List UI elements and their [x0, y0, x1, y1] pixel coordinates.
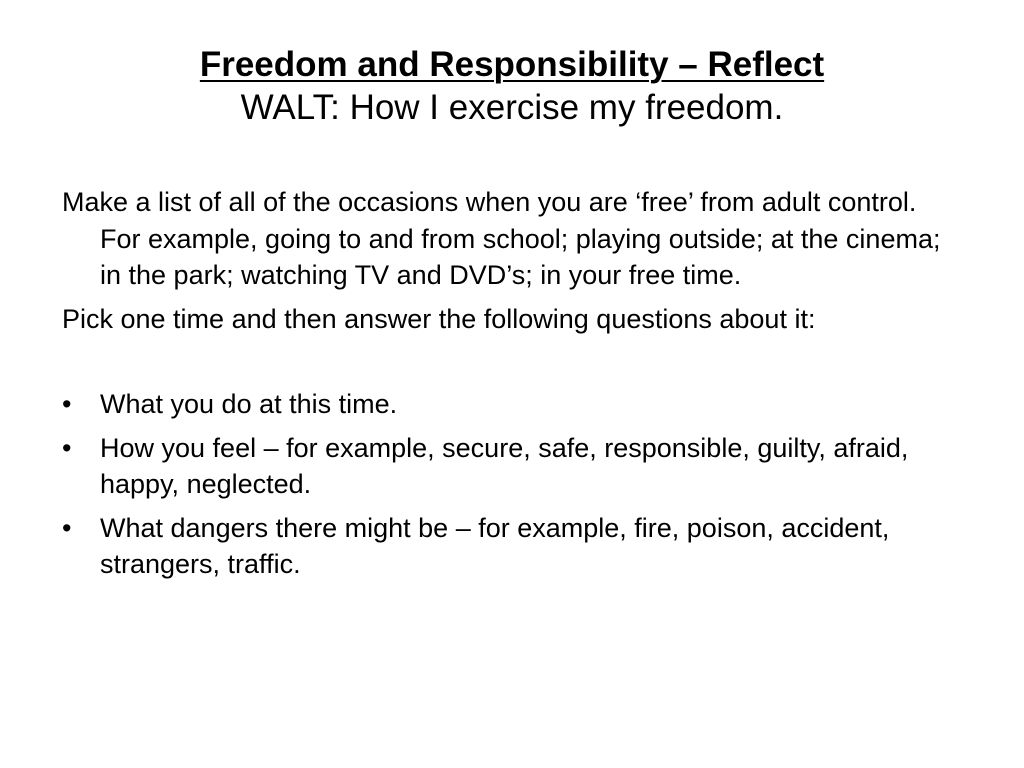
bullet-text: How you feel – for example, secure, safe, responsible, guilty, afraid, happy, neglected.: [100, 432, 909, 499]
bullet-item: [62, 510, 962, 583]
spacer: [62, 344, 962, 386]
instruction-paragraph: Pick one time and then answer the following questions about it:: [62, 303, 816, 334]
slide-subtitle: WALT: How I exercise my freedom.: [240, 87, 784, 127]
bullet-text: What dangers there might be – for example, fire, poison, accident, strangers, traffic.: [100, 512, 890, 579]
slide-body: [62, 184, 962, 590]
bullet-icon: •: [62, 432, 72, 463]
bullet-icon: •: [62, 389, 72, 419]
instruction-paragraph: Make a list of all of the occasions when you are ‘free’ from adult control. For example, going to and from school; playing outside; at the cinema; in the park; watching TV and DVD’s; in your free time.: [62, 187, 941, 290]
bullet-item: [62, 386, 962, 423]
title-block: [0, 44, 1024, 129]
bullet-icon: •: [62, 512, 72, 543]
bullet-item: [62, 430, 962, 503]
slide-title: Freedom and Responsibility – Reflect: [199, 45, 825, 84]
bullet-text: What you do at this time.: [100, 389, 398, 419]
